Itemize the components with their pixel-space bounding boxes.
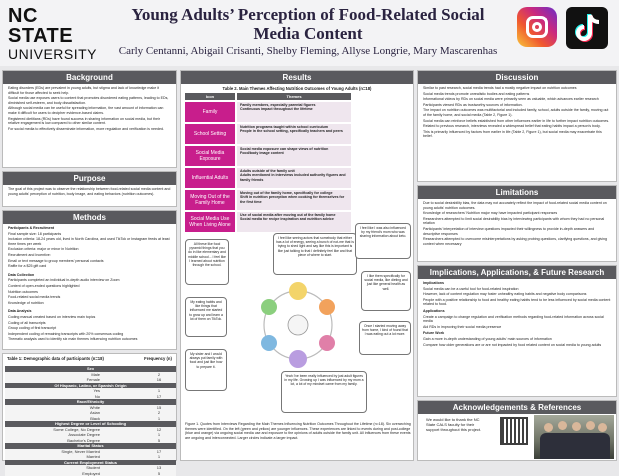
background-bullet: Although social media can be useful for spreading information, the vast amount of information can make it difficult for users to decipher evidence-based claims. [8, 106, 171, 115]
quote-bubble: Once I started moving away from home, I kind of found that I was eating out a lot more. [359, 321, 411, 355]
methods-subheading: Data Analysis [8, 309, 171, 314]
limitations-bullet: Due to social desirability bias, the data may not accurately reflect the impact of food-related social media content on young adults' nutrition outcomes. [423, 201, 611, 210]
quote-bubble: I feel like I was also influenced by my friend's mom who was sharing information about keto. [355, 223, 411, 259]
implications-heading: Implications, Applications, & Future Research [418, 266, 616, 279]
acknowledgements-panel [417, 400, 617, 461]
methods-heading: Methods [3, 211, 176, 224]
methods-item: Food-related social media trends [8, 295, 171, 300]
qr-code-icon [500, 417, 528, 445]
demographics-panel [2, 353, 177, 461]
icon-column-header: Icon [185, 93, 235, 100]
demographics-category: Bachelor's Degree [5, 438, 142, 444]
discussion-bullet: Social media can reinforce beliefs established from other influences earlier in life to further impact nutrition outcomes. [423, 119, 611, 124]
limitations-bullet: Researchers attempted to limit social desirability bias by interviewing participants with whom they had no personal relation [423, 217, 611, 226]
logo-line2: UNIVERSITY [8, 46, 100, 62]
purpose-panel [2, 171, 177, 207]
quote-bubble: My eating habits and like things that influenced me started to grow up and learn a lot of them on TikTok. [185, 297, 227, 337]
theme-description [237, 146, 351, 166]
methods-item: Exclusion criteria: major or minor in Nutrition [8, 247, 171, 252]
theme-label: Moving Out of the Family Home [185, 190, 235, 210]
discussion-bullet: Related to previous research, interviews revealed a widespread belief that eating habits impact a person's body. [423, 124, 611, 129]
demographics-frequency: 12 [142, 427, 176, 433]
team-photo [534, 415, 614, 459]
poster-header [0, 0, 619, 66]
methods-item: Independent coding of remaining transcripts with 20% consensus coding [8, 332, 171, 337]
demographics-category: Married [5, 454, 142, 460]
demographics-frequency: 13 [142, 465, 176, 471]
methods-item: Email or text message to group members' personal contacts [8, 259, 171, 264]
methods-panel [2, 210, 177, 350]
implications-item: Social media can be a useful tool for food-related inspiration [423, 287, 611, 292]
methods-item: Nutrition outcomes [8, 290, 171, 295]
frequency-header: Frequency (n) [140, 356, 176, 361]
discussion-panel [417, 70, 617, 182]
school-circle-icon [261, 299, 277, 315]
demographics-frequency: 5 [142, 471, 176, 476]
methods-item: Knowledge of nutrition [8, 301, 171, 306]
theme-label: Social Media Use When Living Alone [185, 212, 235, 232]
theme-label: School Setting [185, 124, 235, 144]
results-heading: Results [181, 71, 413, 84]
poster-title: Young Adults’ Perception of Food-Related Social Media Content [108, 5, 508, 43]
purpose-text: The goal of this project was to observe the relationship between food-related social media content and young adults' perception of nutrition, body image, and eating behaviors (nutrition outcomes). [3, 185, 176, 198]
poster-authors: Carly Centanni, Abigail Crisanti, Shelby Fleming, Allyse Longrie, Mary Mascarenhas [108, 45, 508, 57]
theme-point: Social media for recipe inspiration and nutrition advice [240, 217, 348, 221]
theme-point: Adults outside of the family unit [240, 169, 348, 173]
demographics-category: No [5, 394, 142, 400]
background-heading: Background [3, 71, 176, 84]
demographics-section-label: Highest Degree or Level of Schooling [5, 421, 176, 427]
methods-item: Coding manual created based on interview main topics [8, 315, 171, 320]
demographics-section-label: Sex [5, 366, 176, 372]
quote-bubble: All these like food pyramid things that you do in like elementary and middle school... I feel like I learned about nutrition through the school. [185, 239, 229, 285]
demographics-frequency: 1 [142, 388, 176, 394]
results-panel [180, 70, 414, 461]
theme-point: Food/body image content [240, 151, 348, 155]
implications-item: People with a positive relationship to food and healthy eating habits tend to be less influenced by social media content related to food. [423, 298, 611, 307]
quote-bubble: Yeah I've been really influenced by just adult figures in my life. Growing up I was influenced by my mom a lot, a lot of my mindset came from my family. [281, 371, 367, 413]
theme-description [237, 212, 351, 232]
demographics-frequency: 1 [142, 454, 176, 460]
family-circle-icon [289, 282, 307, 300]
theme-description [237, 190, 351, 210]
implications-item: Compare how older generations are or are not impacted by food related content on social media to young adults [423, 343, 611, 348]
demographics-category: Employed [5, 471, 142, 476]
demographics-category: Associate Degree [5, 432, 142, 438]
acknowledgements-heading: Acknowledgements & References [418, 401, 616, 414]
moving-out-circle-icon [319, 335, 335, 351]
background-bullet: Eating disorders (EDs) are prevalent in young adults, but stigma and lack of knowledge make it difficult for those affected to seek help. [8, 86, 171, 95]
demographics-category: Asian [5, 410, 142, 416]
demographics-frequency: 5 [142, 438, 176, 444]
implications-subheading: Future Work [423, 331, 611, 336]
background-bullet: Social media use exposes users to content that promotes disordered eating patterns, leading to EDs, diminished self-esteem, and body dissatisfaction. [8, 96, 171, 105]
theme-point: Continuous impact throughout the lifetime [240, 107, 348, 111]
methods-subheading: Participants & Recruitment [8, 226, 171, 231]
theme-description [237, 102, 351, 122]
discussion-bullet: The impact on nutrition outcomes was multifactorial and included family, school, adults outside the family, moving out of the family home, and social media (Table 2, Figure 1). [423, 108, 611, 117]
background-panel [2, 70, 177, 168]
demographics-category: Some College, No Degree [5, 427, 142, 433]
discussion-bullet: Social media trends promote unrealistic bodies and eating patterns [423, 92, 611, 97]
instagram-icon [517, 7, 557, 47]
demographics-frequency: 16 [142, 377, 176, 383]
figure1-caption: Figure 1. Quotes from Interviews Regarding the Main Themes Influencing Nutrition Outcomes Throughout the Lifetime (n=18). Six overarching themes were identified. On the left (green and yellow) are younger influences. These experiences are linked to events during and post-college (blue and orange) via ongoing social media use and exposure to the opinions of adults outside the family unit. All influences from these events are ongoing and interconnected. Larger circles indicate a larger impact. [185, 422, 411, 440]
limitations-bullet: Participants' interpretation of interview questions impacted their willingness to provide in-depth answers and descriptive responses [423, 227, 611, 236]
methods-item: Inclusion criteria: 18-24 years old, lived in North Carolina, and used TikTok or Instagram feeds at least three times per week [8, 237, 171, 246]
themes-circle-graphic [239, 279, 357, 371]
purpose-heading: Purpose [3, 172, 176, 185]
discussion-heading: Discussion [418, 71, 616, 84]
demographics-frequency: 15 [142, 405, 176, 411]
demographics-frequency: 17 [142, 449, 176, 455]
methods-item: Thematic analysis used to identify six main themes influencing nutrition outcomes [8, 337, 171, 342]
implications-item: Create a campaign to change regulation and verification methods regarding food-related information across social media [423, 315, 611, 324]
methods-item: Final sample size: 18 participants [8, 232, 171, 237]
limitations-panel [417, 185, 617, 262]
theme-point: Use of social media after moving out of the family home [240, 213, 348, 217]
theme-label: Social Media Exposure [185, 146, 235, 166]
demographics-row [5, 471, 176, 476]
discussion-bullet: Informational videos by RDs on social media were primarily seen as valuable, which advances earlier research [423, 97, 611, 102]
methods-item: Coding of all transcripts [8, 321, 171, 326]
background-text [3, 84, 176, 134]
tiktok-icon [566, 7, 608, 49]
demographics-section-label: Of Hispanic, Latino, or Spanish Origin [5, 383, 176, 389]
demographics-frequency: 2 [142, 372, 176, 378]
logo-line1: NC STATE [8, 6, 100, 46]
demographics-table [5, 366, 176, 476]
quote-bubble: I feel like seeing actors that somebody that either has a lot of energy, seeing a bunch of not-me that is trying to shed light and say like this is important is like just talking to that I definitely feel like and that piece of where to start. [273, 233, 357, 275]
background-bullet: Registered dietitians (RDs) have found success in sharing information on social media, but their relative engagement is low compared to other similar content. [8, 117, 171, 126]
theme-point: Adults mentioned in interviews included authority figures and family friends [240, 173, 348, 182]
limitations-bullet: Knowledge of researchers' Nutrition major may have impacted participant responses [423, 211, 611, 216]
theme-point: People in the school setting, specifically teachers and peers [240, 129, 348, 133]
demographics-section-label: Current Employment Status [5, 460, 176, 466]
themes-column-header: Themes [237, 93, 351, 100]
limitations-heading: Limitations [418, 186, 616, 199]
methods-item: Group coding of first transcript [8, 326, 171, 331]
discussion-bullet: This is primarily influenced by factors from earlier in life (Table 2, Figure 1), but social media may exacerbate this belief. [423, 130, 611, 139]
demographics-title: Table 1: Demographic data of participants (n=18) [7, 356, 137, 361]
demographics-frequency: 1 [142, 432, 176, 438]
living-alone-circle-icon [289, 350, 307, 368]
quote-bubble: I like them specifically for social media, like dieting and just like general health as well. [361, 271, 411, 311]
implications-item: Gain a more in-depth understanding of young adults' main sources of information [423, 337, 611, 342]
adults-circle-icon [261, 335, 277, 351]
methods-subheading: Data Collection [8, 273, 171, 278]
implications-subheading: Implications [423, 281, 611, 286]
theme-label: Family [185, 102, 235, 122]
theme-point: Moving out of the family home, specifically for college [240, 191, 348, 195]
demographics-frequency: 17 [142, 394, 176, 400]
implications-subheading: Applications [423, 309, 611, 314]
discussion-bullet: Similar to past research, social media trends had a mostly negative impact on nutrition outcomes [423, 86, 611, 91]
theme-point: Family members, especially parental figures [240, 103, 348, 107]
social-media-circle-icon [319, 299, 335, 315]
demographics-category: Single, Never Married [5, 449, 142, 455]
discussion-bullet: Participants viewed RDs as trustworthy sources of information. [423, 103, 611, 108]
demographics-section-label: Marital Status [5, 443, 176, 449]
methods-item: Content of open-ended questions highlighted [8, 284, 171, 289]
methods-item: Recruitment and Incentive: [8, 253, 171, 258]
demographics-category: Black [5, 416, 142, 422]
demographics-category: White [5, 405, 142, 411]
methods-item: Raffle for a $25 gift card [8, 264, 171, 269]
theme-point: Social media exposure can shape views of nutrition [240, 147, 348, 151]
demographics-category: Female [5, 377, 142, 383]
theme-point: Nutrition programs taught within school curriculum [240, 125, 348, 129]
implications-item: Aid RDs in improving their social media presence [423, 325, 611, 330]
implications-item: However, lack of content regulation may foster unhealthy eating habits and negative body comparisons [423, 292, 611, 297]
table2-title: Table 2. Main Themes Affecting Nutrition Outcomes of Young Adults (n=18) [181, 86, 413, 91]
limitations-bullet: Researchers attempted to overcome misinterpretations by asking probing questions, clarifying questions, and giving context when necessary [423, 237, 611, 246]
implications-panel [417, 265, 617, 397]
background-bullet: For social media to effectively disseminate information, more regulation and verification is needed. [8, 127, 171, 132]
demographics-frequency: 2 [142, 410, 176, 416]
theme-point: Shift in nutrition perception when cooking for themselves for the first time [240, 195, 348, 204]
ncstate-logo [8, 6, 100, 62]
demographics-frequency: 1 [142, 416, 176, 422]
methods-item: Participants completed an individual in-depth audio interview on Zoom [8, 278, 171, 283]
demographics-section-label: Race/Ethnicity [5, 399, 176, 405]
demographics-category: Yes [5, 388, 142, 394]
acknowledgements-text: We would like to thank the NC State CALS faculty for their support throughout this project. [421, 415, 487, 434]
demographics-category: Male [5, 372, 142, 378]
quote-bubble: My sister and I would always put family with food and just like how to prepare it. [185, 349, 227, 391]
demographics-category: Student [5, 465, 142, 471]
theme-label: Influential Adults [185, 168, 235, 188]
theme-description [237, 124, 351, 144]
theme-description [237, 168, 351, 188]
